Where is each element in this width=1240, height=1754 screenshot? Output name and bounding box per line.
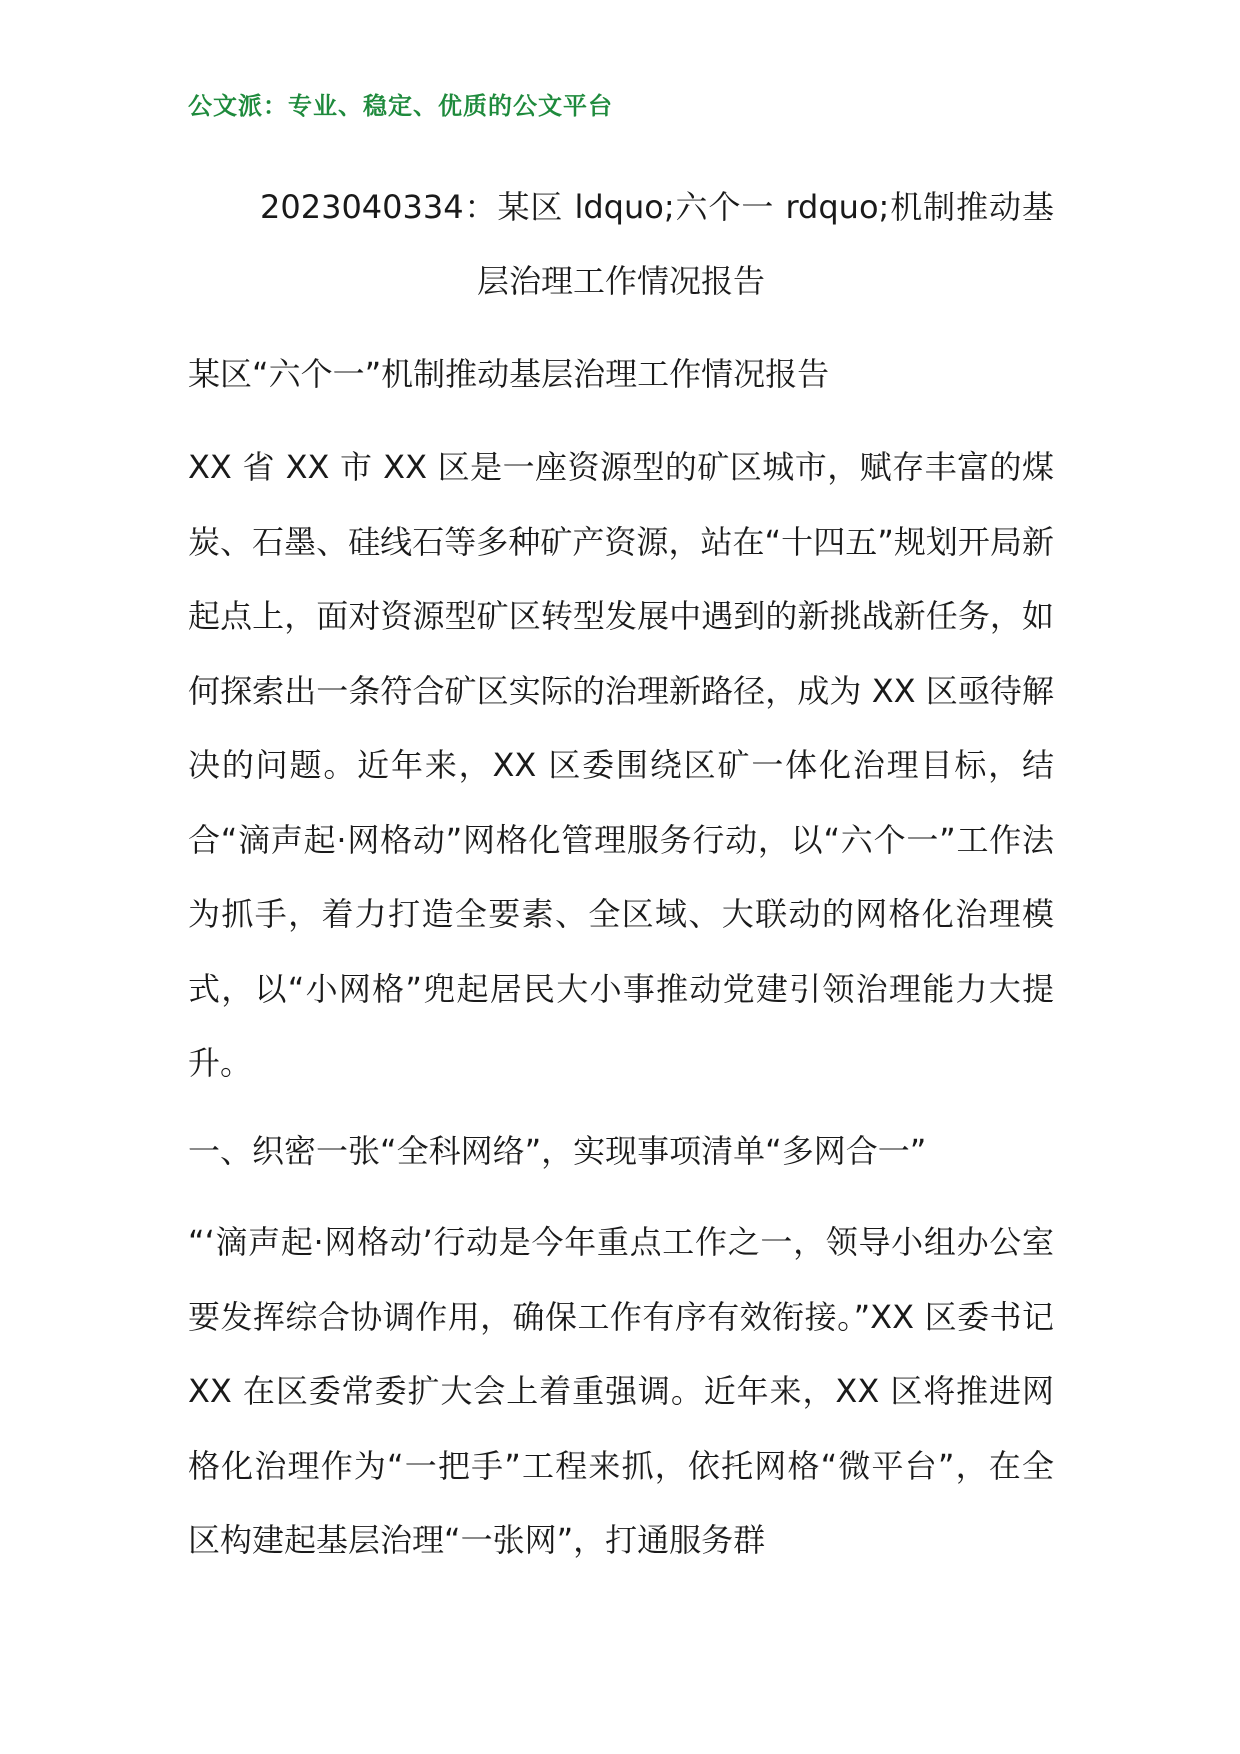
brand-header: 公文派：专业、稳定、优质的公文平台 [188, 92, 613, 120]
paragraph-2: “‘滴声起·网格动’行动是今年重点工作之一，领导小组办公室要发挥综合协调作用，确保工作有序有效衔接。”XX 区委书记 XX 在区委常委扩大会上着重强调。近年来，XX 区将推进网格化治理作为“一把手”工程来抓，依托网格“微平台”，在全区构建起基层治理“一张网”，打通服务群 [188, 1223, 1054, 1559]
section-1-heading: 一、织密一张“全科网络”，实现事项清单“多网合一” [188, 1132, 927, 1170]
paragraph-1: XX 省 XX 市 XX 区是一座资源型的矿区城市，赋存丰富的煤炭、石墨、硅线石等多种矿产资源，站在“十四五”规划开局新起点上，面对资源型矿区转型发展中遇到的新挑战新任务，如何探索出一条符合矿区实际的治理新路径，成为 XX 区亟待解决的问题。近年来，XX 区委围绕区矿一体化治理目标，结合“滴声起·网格动”网格化管理服务行动，以“六个一”工作法为抓手，着力打造全要素、全区域、大联动的网格化治理模式，以“小网格”兜起居民大小事推动党建引领治理能力大提升。 [188, 448, 1054, 1082]
document-title: 2023040334：某区 ldquo;六个一 rdquo;机制推动基层治理工作情况报告 [260, 188, 1054, 300]
document-subtitle: 某区“六个一”机制推动基层治理工作情况报告 [188, 355, 830, 393]
